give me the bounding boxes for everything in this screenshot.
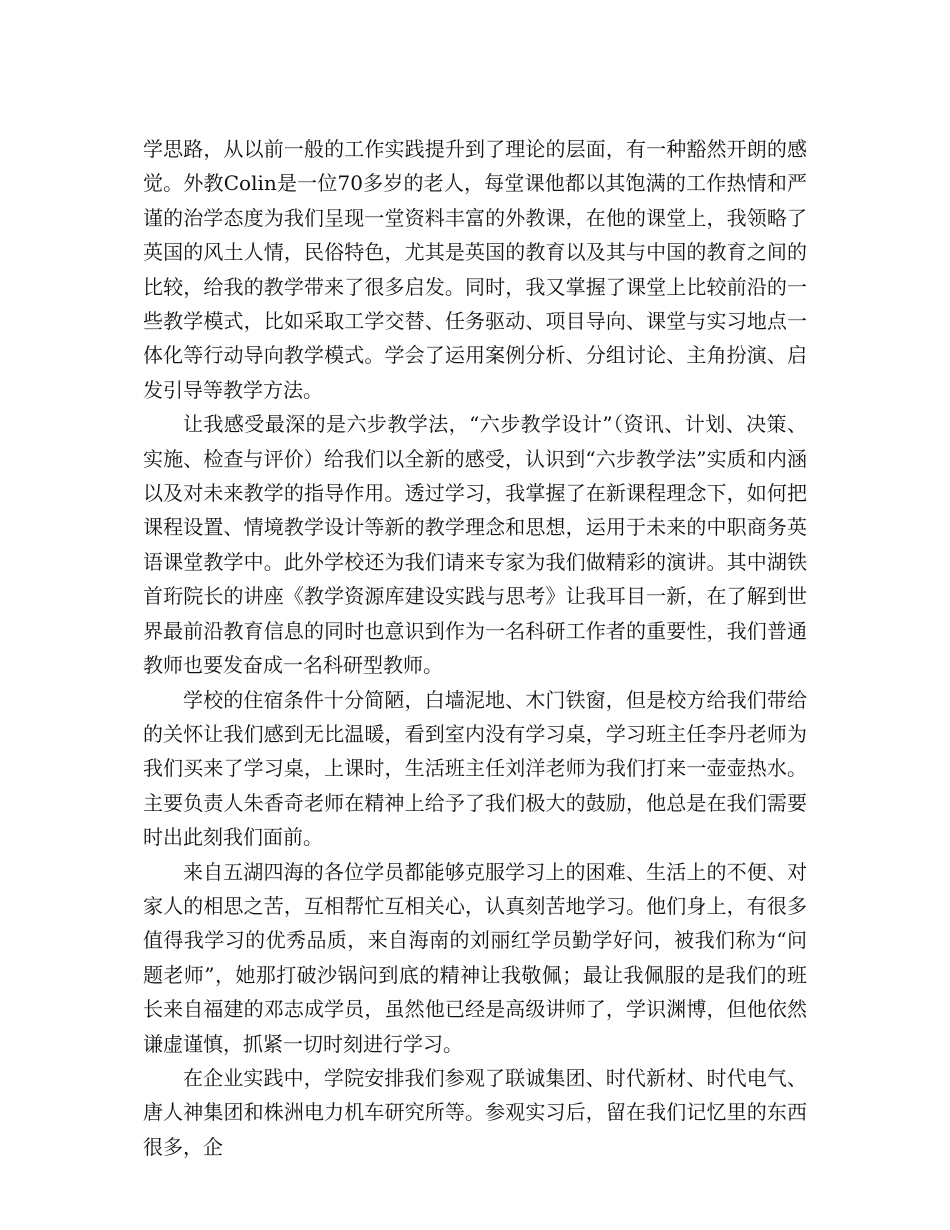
document-body (143, 132, 807, 1164)
paragraph-3: 学校的住宿条件十分简陋，白墙泥地、木门铁窗，但是校方给我们带给的关怀让我们感到无比温暖，看到室内没有学习桌，学习班主任李丹老师为我们买来了学习桌，上课时，生活班主任刘洋老师为我们打来一壶壶热水。主要负责人朱香奇老师在精神上给予了我们极大的鼓励，他总是在我们需要时出此刻我们面前。 (143, 687, 807, 850)
paragraph-5: 在企业实践中，学院安排我们参观了联诚集团、时代新材、时代电气、唐人神集团和株洲电力机车研究所等。参观实习后，留在我们记忆里的东西很多，企 (143, 1065, 807, 1159)
paragraph-1: 学思路，从以前一般的工作实践提升到了理论的层面，有一种豁然开朗的感觉。外教Colin是一位70多岁的老人，每堂课他都以其饱满的工作热情和严谨的治学态度为我们呈现一堂资料丰富的外教课，在他的课堂上，我领略了英国的风土人情，民俗特色，尤其是英国的教育以及其与中国的教育之间的比较，给我的教学带来了很多启发。同时，我又掌握了课堂上比较前沿的一些教学模式，比如采取工学交替、任务驱动、项目导向、课堂与实习地点一体化等行动导向教学模式。学会了运用案例分析、分组讨论、主角扮演、启发引导等教学方法。 (143, 137, 807, 402)
paragraph-4: 来自五湖四海的各位学员都能够克服学习上的困难、生活上的不便、对家人的相思之苦，互相帮忙互相关心，认真刻苦地学习。他们身上，有很多值得我学习的优秀品质，来自海南的刘丽红学员勤学好问，被我们称为“问题老师”，她那打破沙锅问到底的精神让我敬佩；最让我佩服的是我们的班长来自福建的邓志成学员，虽然他已经是高级讲师了，学识渊博，但他依然谦虚谨慎，抓紧一切时刻进行学习。 (143, 859, 807, 1056)
paragraph-2: 让我感受最深的是六步教学法，“六步教学设计”（资讯、计划、决策、实施、检查与评价）给我们以全新的感受，认识到“六步教学法”实质和内涵以及对未来教学的指导作用。透过学习，我掌握了在新课程理念下，如何把课程设置、情境教学设计等新的教学理念和思想，运用于未来的中职商务英语课堂教学中。此外学校还为我们请来专家为我们做精彩的演讲。其中湖铁首珩院长的讲座《教学资源库建设实践与思考》让我耳目一新，在了解到世界最前沿教育信息的同时也意识到作为一名科研工作者的重要性，我们普通教师也要发奋成一名科研型教师。 (143, 412, 807, 678)
